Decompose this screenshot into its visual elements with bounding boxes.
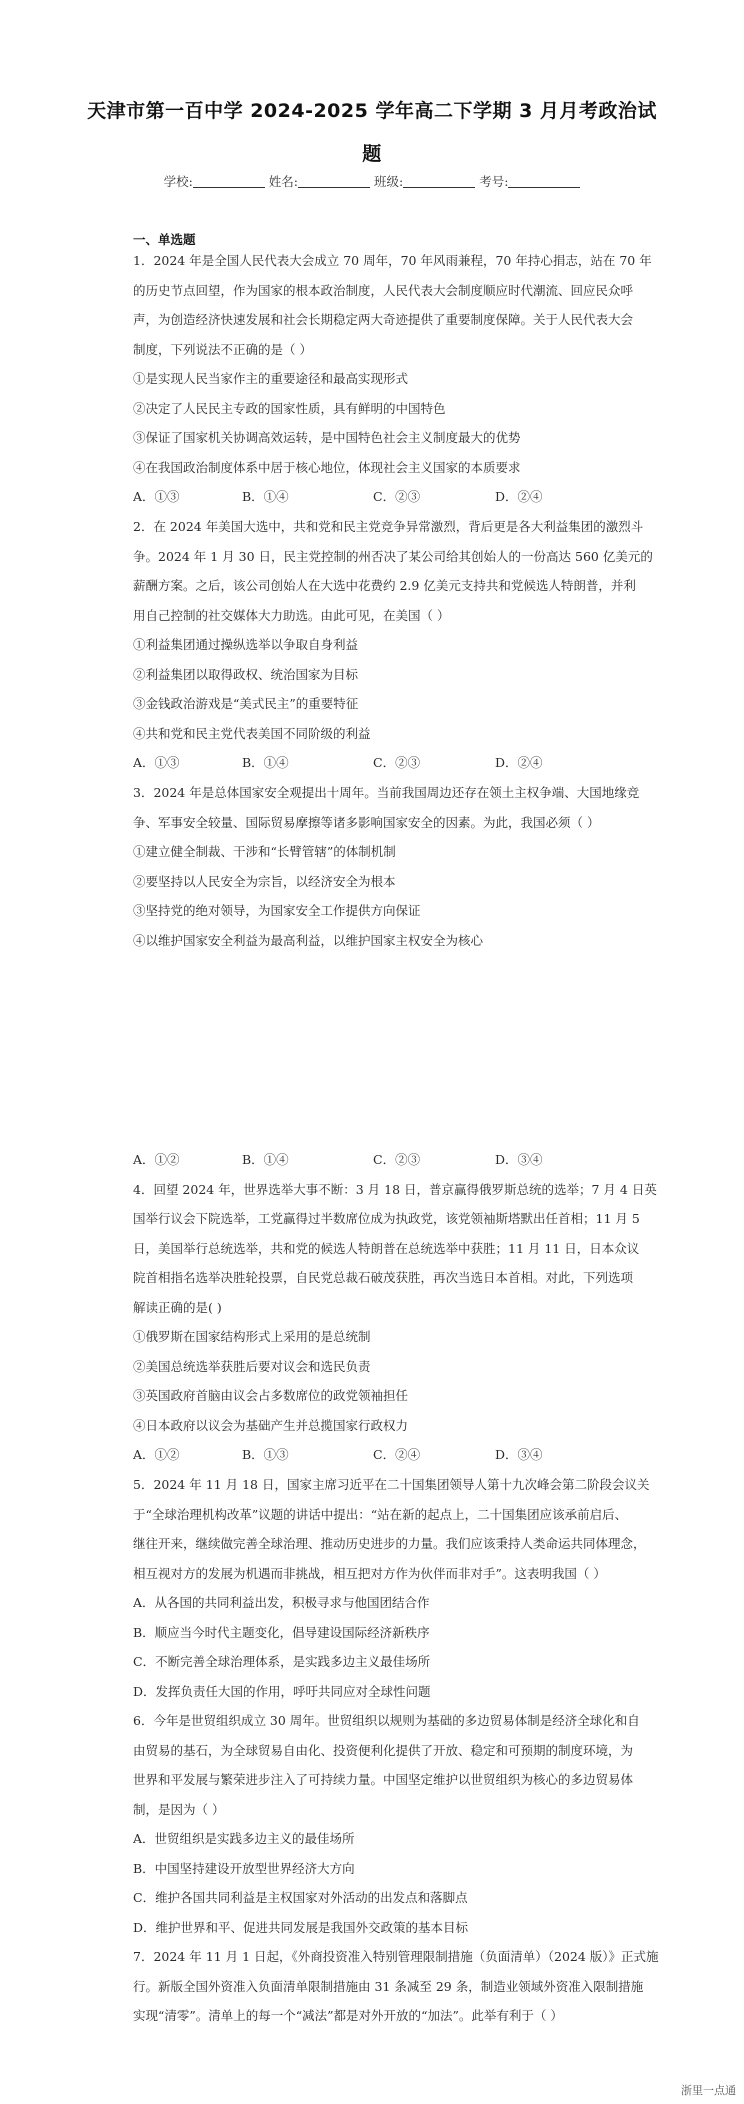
q1-statement: ③保证了国家机关协调高效运转，是中国特色社会主义制度最大的优势: [133, 430, 521, 445]
q1-line: 的历史节点回望，作为国家的根本政治制度，人民代表大会制度顺应时代潮流、回应民众呼: [133, 283, 634, 298]
q5-line: 5．2024 年 11 月 18 日，国家主席习近平在二十国集团领导人第十九次峰会第二阶段会议关: [133, 1477, 650, 1492]
exam-title: 天津市第一百中学 2024-2025 学年高二下学期 3 月月考政治试: [87, 100, 657, 122]
q5-choice-b[interactable]: B．顺应当今时代主题变化，倡导建设国际经济新秩序: [133, 1625, 430, 1640]
q4-line: 日，美国举行总统选举，共和党的候选人特朗普在总统选举中获胜；11 月 11 日，日本众议: [133, 1241, 640, 1256]
q4-option-b[interactable]: B．①③: [242, 1447, 289, 1462]
q4-option-c[interactable]: C．②④: [373, 1447, 421, 1462]
q7-line: 行。新版全国外资准入负面清单限制措施由 31 条减至 29 条，制造业领域外资准入限制措施: [133, 1979, 644, 1994]
q6-line: 由贸易的基石，为全球贸易自由化、投资便利化提供了开放、稳定和可预期的制度环境，为: [133, 1743, 634, 1758]
q3-option-b[interactable]: B．①④: [242, 1152, 289, 1167]
exam-title-continued: 题: [362, 143, 382, 165]
q1-statement: ④在我国政治制度体系中居于核心地位，体现社会主义国家的本质要求: [133, 460, 521, 475]
q4-line: 4．回望 2024 年，世界选举大事不断：3 月 18 日，普京赢得俄罗斯总统的选举；7 月 4 日英: [133, 1182, 657, 1197]
exam-number-blank[interactable]: [508, 175, 580, 188]
q2-statement: ③金钱政治游戏是“美式民主”的重要特征: [133, 696, 359, 711]
name-label: 姓名:: [268, 174, 298, 189]
q2-line: 薪酬方案。之后，该公司创始人在大选中花费约 2.9 亿美元支持共和党候选人特朗普，并利: [133, 578, 636, 593]
q6-choice-a[interactable]: A．世贸组织是实践多边主义的最佳场所: [133, 1831, 355, 1846]
q4-line: 解读正确的是( ): [133, 1300, 222, 1315]
exam-number-label: 考号:: [479, 174, 509, 189]
q3-option-c[interactable]: C．②③: [373, 1152, 421, 1167]
name-blank[interactable]: [298, 175, 370, 188]
q2-option-c[interactable]: C．②③: [373, 755, 421, 770]
class-blank[interactable]: [403, 175, 475, 188]
q3-option-d[interactable]: D．③④: [495, 1152, 543, 1167]
q7-line: 实现“清零”。清单上的每一个“减法”都是对外开放的“加法”。此举有利于（ ）: [133, 2008, 563, 2023]
q3-statement: ④以维护国家安全利益为最高利益，以维护国家主权安全为核心: [133, 933, 484, 948]
q1-line: 制度，下列说法不正确的是（ ）: [133, 342, 312, 357]
q1-statement: ②决定了人民民主专政的国家性质，具有鲜明的中国特色: [133, 401, 446, 416]
q4-options: [133, 1447, 633, 1463]
q2-options: [133, 755, 633, 771]
q1-option-a[interactable]: A．①③: [133, 489, 180, 504]
q6-line: 制，是因为（ ）: [133, 1802, 225, 1817]
q3-line: 3．2024 年是总体国家安全观提出十周年。当前我国周边还存在领土主权争端、大国地缘竞: [133, 785, 640, 800]
q2-option-a[interactable]: A．①③: [133, 755, 180, 770]
q1-options: [133, 489, 633, 505]
q2-statement: ②利益集团以取得政权、统治国家为目标: [133, 667, 359, 682]
q4-statement: ②美国总统选举获胜后要对议会和选民负责: [133, 1359, 371, 1374]
q2-option-d[interactable]: D．②④: [495, 755, 543, 770]
q4-line: 国举行议会下院选举，工党赢得过半数席位成为执政党，该党领袖斯塔默出任首相；11 月 5: [133, 1211, 640, 1226]
q2-statement: ①利益集团通过操纵选举以争取自身利益: [133, 637, 359, 652]
q1-option-d[interactable]: D．②④: [495, 489, 543, 504]
school-blank[interactable]: [193, 175, 265, 188]
q2-statement: ④共和党和民主党代表美国不同阶级的利益: [133, 726, 371, 741]
q1-line: 1．2024 年是全国人民代表大会成立 70 周年，70 年风雨兼程，70 年持心捐志，站在 70 年: [133, 253, 652, 268]
q6-line: 6．今年是世贸组织成立 30 周年。世贸组织以规则为基础的多边贸易体制是经济全球化和自: [133, 1713, 640, 1728]
q5-line: 继往开来，继续做完善全球治理、推动历史进步的力量。我们应该秉持人类命运共同体理念，: [133, 1536, 646, 1551]
q3-statement: ③坚持党的绝对领导，为国家安全工作提供方向保证: [133, 903, 421, 918]
q4-statement: ①俄罗斯在国家结构形式上采用的是总统制: [133, 1329, 371, 1344]
section-heading: 一、单选题: [133, 232, 196, 247]
q6-choice-c[interactable]: C．维护各国共同利益是主权国家对外活动的出发点和落脚点: [133, 1890, 468, 1905]
q4-option-d[interactable]: D．③④: [495, 1447, 543, 1462]
q1-line: 声，为创造经济快速发展和社会长期稳定两大奇迹提供了重要制度保障。关于人民代表大会: [133, 312, 634, 327]
watermark-text: 浙里一点通: [681, 2084, 736, 2097]
q2-option-b[interactable]: B．①④: [242, 755, 289, 770]
q2-line: 争。2024 年 1 月 30 日，民主党控制的州否决了某公司给其创始人的一份高达 560 亿美元的: [133, 549, 653, 564]
q5-choice-d[interactable]: D．发挥负责任大国的作用，呼吁共同应对全球性问题: [133, 1684, 431, 1699]
q3-option-a[interactable]: A．①②: [133, 1152, 180, 1167]
q3-statement: ②要坚持以人民安全为宗旨，以经济安全为根本: [133, 874, 396, 889]
q1-option-c[interactable]: C．②③: [373, 489, 421, 504]
q3-statement: ①建立健全制裁、干涉和“长臂管辖”的体制机制: [133, 844, 396, 859]
q2-line: 2．在 2024 年美国大选中，共和党和民主党竞争异常激烈，背后更是各大利益集团的激烈斗: [133, 519, 644, 534]
class-label: 班级:: [373, 174, 404, 189]
q2-line: 用自己控制的社交媒体大力助选。由此可见，在美国（ ）: [133, 608, 450, 623]
q4-option-a[interactable]: A．①②: [133, 1447, 180, 1462]
q1-option-b[interactable]: B．①④: [242, 489, 289, 504]
q5-line: 相互视对方的发展为机遇而非挑战，相互把对方作为伙伴而非对手”。这表明我国（ ）: [133, 1566, 606, 1581]
q3-options: [133, 1152, 633, 1168]
q5-choice-a[interactable]: A．从各国的共同利益出发，积极寻求与他国团结合作: [133, 1595, 430, 1610]
q7-line: 7．2024 年 11 月 1 日起，《外商投资准入特别管理限制措施（负面清单）（2024 版）》正式施: [133, 1949, 659, 1964]
q6-choice-b[interactable]: B．中国坚持建设开放型世界经济大方向: [133, 1861, 355, 1876]
school-label: 学校:: [163, 174, 193, 189]
q3-line: 争、军事安全较量、国际贸易摩擦等诸多影响国家安全的因素。为此，我国必须（ ）: [133, 815, 600, 830]
q5-choice-c[interactable]: C．不断完善全球治理体系，是实践多边主义最佳场所: [133, 1654, 431, 1669]
student-info-row: [0, 172, 744, 190]
q6-choice-d[interactable]: D．维护世界和平、促进共同发展是我国外交政策的基本目标: [133, 1920, 469, 1935]
q4-line: 院首相指名选举决胜轮投票，自民党总裁石破茂获胜，再次当选日本首相。对此，下列选项: [133, 1270, 634, 1285]
q1-statement: ①是实现人民当家作主的重要途径和最高实现形式: [133, 371, 409, 386]
q4-statement: ④日本政府以议会为基础产生并总揽国家行政权力: [133, 1418, 409, 1433]
q4-statement: ③英国政府首脑由议会占多数席位的政党领袖担任: [133, 1388, 409, 1403]
q5-line: 于“全球治理机构改革”议题的讲话中提出：“站在新的起点上，二十国集团应该承前启后、: [133, 1507, 628, 1522]
q6-line: 世界和平发展与繁荣进步注入了可持续力量。中国坚定维护以世贸组织为核心的多边贸易体: [133, 1772, 634, 1787]
